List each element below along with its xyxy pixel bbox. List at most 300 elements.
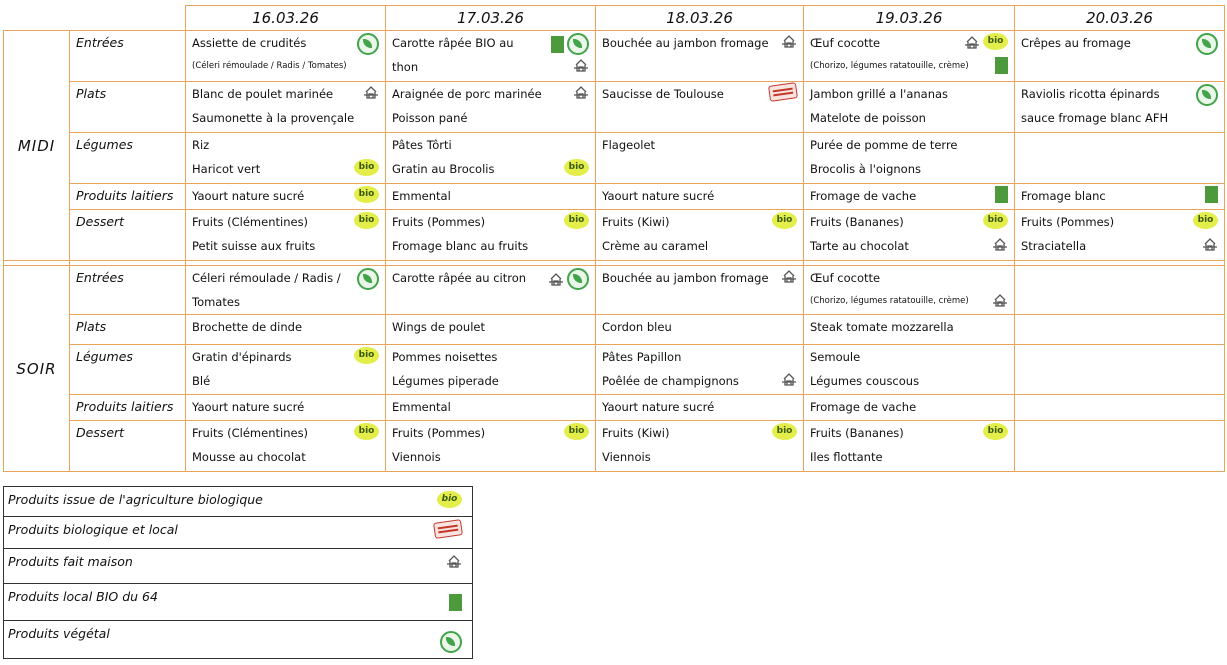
dish-name: Fruits (Clémentines) bbox=[192, 426, 309, 440]
menu-cell bbox=[804, 184, 1015, 210]
menu-cell bbox=[596, 421, 804, 472]
dish-icons bbox=[573, 55, 589, 73]
menu-cell bbox=[596, 395, 804, 421]
menu-cell bbox=[1015, 421, 1225, 472]
vegetal-icon bbox=[357, 268, 379, 290]
menu-cell bbox=[186, 82, 386, 133]
dish-name: Bouchée au jambon fromage bbox=[602, 36, 769, 50]
vegetal-icon bbox=[1196, 84, 1218, 106]
dish-name: Mousse au chocolat bbox=[192, 450, 306, 464]
dish-icons bbox=[781, 31, 797, 49]
menu-cell bbox=[386, 345, 596, 395]
dish-item bbox=[392, 210, 589, 234]
dish-item bbox=[602, 421, 797, 445]
dish-item bbox=[192, 157, 379, 181]
dish-icons bbox=[1193, 210, 1218, 229]
dish-icons bbox=[354, 345, 379, 364]
dish-name: sauce fromage blanc AFH bbox=[1021, 111, 1169, 125]
dish-name: Saumonette à la provençale bbox=[192, 111, 355, 125]
dish-name: Brocolis à l'oignons bbox=[810, 162, 921, 176]
dish-item bbox=[192, 421, 379, 445]
menu-row bbox=[4, 421, 1225, 472]
bio-icon: bio bbox=[772, 212, 797, 229]
dish-name: Jambon grillé a l'ananas bbox=[810, 87, 949, 101]
dish-name: Haricot vert bbox=[192, 162, 261, 176]
dish-item bbox=[1021, 106, 1218, 130]
menu-cell bbox=[386, 133, 596, 184]
dish-icons bbox=[363, 82, 379, 100]
dish-item bbox=[392, 234, 589, 258]
bio-icon: bio bbox=[564, 423, 589, 440]
dish-item bbox=[810, 421, 1008, 445]
dish-name: Poêlée de champignons bbox=[602, 374, 739, 388]
dish-item bbox=[810, 345, 1008, 369]
meal-label: SOIR bbox=[4, 266, 70, 472]
dish-name: Wings de poulet bbox=[392, 320, 485, 334]
menu-cell bbox=[596, 31, 804, 82]
dish-name: Crème au caramel bbox=[602, 239, 709, 253]
dish-name: Saucisse de Toulouse bbox=[602, 87, 724, 101]
bio-icon: bio bbox=[983, 33, 1008, 50]
dish-name: Araignée de porc marinée bbox=[392, 87, 542, 101]
category-label: Entrées bbox=[70, 31, 186, 82]
dish-item bbox=[810, 234, 1008, 258]
dish-name: Pâtes Tôrti bbox=[392, 138, 452, 152]
bio-icon: bio bbox=[983, 423, 1008, 440]
legend-icon-wrap bbox=[440, 621, 468, 653]
menu-cell bbox=[386, 266, 596, 315]
dish-name: Œuf cocotte bbox=[810, 36, 881, 50]
dish-icons bbox=[564, 157, 589, 176]
dish-item bbox=[392, 421, 589, 445]
dish-item bbox=[810, 82, 1008, 106]
dish-item bbox=[602, 31, 797, 55]
dish-name: Semoule bbox=[810, 350, 861, 364]
dish-icons bbox=[995, 184, 1008, 203]
dish-name: Œuf cocotte bbox=[810, 271, 881, 285]
menu-cell bbox=[186, 345, 386, 395]
dish-item bbox=[192, 290, 379, 314]
dish-name: Petit suisse aux fruits bbox=[192, 239, 316, 253]
menu-cell bbox=[186, 421, 386, 472]
dish-item bbox=[392, 55, 589, 79]
dish-name: Bouchée au jambon fromage bbox=[602, 271, 769, 285]
menu-cell bbox=[596, 315, 804, 345]
dish-item bbox=[392, 157, 589, 181]
menu-cell bbox=[804, 210, 1015, 261]
dish-name: Céleri rémoulade / Radis / bbox=[192, 271, 341, 285]
menu-cell bbox=[804, 266, 1015, 315]
dish-name: Fruits (Pommes) bbox=[392, 426, 486, 440]
day-header: 18.03.26 bbox=[596, 6, 804, 31]
dish-name: Riz bbox=[192, 138, 210, 152]
menu-cell bbox=[186, 395, 386, 421]
vegetal-icon bbox=[1196, 33, 1218, 55]
dish-item bbox=[192, 106, 379, 130]
category-label: Dessert bbox=[70, 421, 186, 472]
dish-name: Iles flottante bbox=[810, 450, 883, 464]
dish-icons bbox=[354, 421, 379, 440]
dish-item bbox=[392, 133, 589, 157]
menu-cell bbox=[1015, 31, 1225, 82]
bio-local-stamp-icon bbox=[768, 82, 798, 102]
dish-icons bbox=[781, 266, 797, 284]
bio-local-stamp-icon bbox=[433, 519, 463, 539]
bio-icon: bio bbox=[983, 212, 1008, 229]
dish-icons bbox=[357, 31, 379, 55]
dish-name: Crêpes au fromage bbox=[1021, 36, 1131, 50]
dish-name: Yaourt nature sucré bbox=[602, 189, 715, 203]
dish-icons bbox=[1202, 234, 1218, 252]
menu-cell bbox=[804, 82, 1015, 133]
dish-name: Tomates bbox=[192, 295, 240, 309]
category-label: Plats bbox=[70, 82, 186, 133]
dish-item bbox=[1021, 184, 1218, 208]
dish-item bbox=[602, 369, 797, 393]
dish-name: Matelote de poisson bbox=[810, 111, 926, 125]
dish-item bbox=[392, 345, 589, 369]
dish-item bbox=[192, 133, 379, 157]
bio-icon: bio bbox=[772, 423, 797, 440]
bio-icon: bio bbox=[437, 491, 462, 508]
vegetal-icon bbox=[567, 33, 589, 55]
menu-cell bbox=[386, 210, 596, 261]
dish-name: Yaourt nature sucré bbox=[192, 400, 305, 414]
dish-name: Viennois bbox=[602, 450, 651, 464]
day-header-row bbox=[4, 6, 1225, 31]
dish-name: Gratin au Brocolis bbox=[392, 162, 495, 176]
menu-cell bbox=[386, 315, 596, 345]
homemade-icon bbox=[781, 33, 797, 49]
dish-item bbox=[392, 445, 589, 469]
dish-name: Pommes noisettes bbox=[392, 350, 498, 364]
legend-icon-wrap bbox=[437, 487, 468, 508]
homemade-icon bbox=[573, 84, 589, 100]
day-header: 16.03.26 bbox=[186, 6, 386, 31]
dish-icons bbox=[995, 55, 1008, 74]
dish-name: Fruits (Bananes) bbox=[810, 215, 904, 229]
menu-cell bbox=[596, 210, 804, 261]
dish-name: Poisson pané bbox=[392, 111, 468, 125]
bio-icon: bio bbox=[564, 212, 589, 229]
dish-item bbox=[602, 133, 797, 157]
dish-icons bbox=[983, 210, 1008, 229]
dish-icons bbox=[1196, 31, 1218, 55]
dish-item bbox=[1021, 31, 1218, 55]
dish-icons bbox=[564, 421, 589, 440]
dish-item bbox=[192, 184, 379, 208]
header-spacer bbox=[4, 6, 70, 31]
dish-name: Fruits (Clémentines) bbox=[192, 215, 309, 229]
menu-cell bbox=[804, 31, 1015, 82]
dish-item bbox=[810, 31, 1008, 55]
dish-icons bbox=[551, 31, 589, 55]
legend-row bbox=[4, 621, 473, 659]
dish-item bbox=[392, 184, 589, 208]
dish-name: Cordon bleu bbox=[602, 320, 672, 334]
dish-item bbox=[810, 210, 1008, 234]
dish-item bbox=[602, 266, 797, 290]
dish-icons bbox=[548, 266, 589, 290]
local-bio-icon bbox=[449, 594, 462, 611]
menu-cell bbox=[1015, 210, 1225, 261]
dish-name: Straciatella bbox=[1021, 239, 1087, 253]
menu-cell bbox=[596, 266, 804, 315]
dish-name: Fromage blanc bbox=[1021, 189, 1106, 203]
category-label: Entrées bbox=[70, 266, 186, 315]
dish-item bbox=[192, 234, 379, 258]
legend-icon-wrap bbox=[449, 584, 468, 611]
homemade-icon bbox=[964, 34, 980, 50]
dish-name: Yaourt nature sucré bbox=[192, 189, 305, 203]
menu-cell bbox=[1015, 133, 1225, 184]
dish-icons bbox=[1196, 82, 1218, 106]
dish-icons bbox=[354, 184, 379, 203]
dish-name: Fruits (Pommes) bbox=[392, 215, 486, 229]
legend-label: Produits issue de l'agriculture biologique bbox=[8, 492, 263, 507]
dish-item bbox=[602, 445, 797, 469]
dish-name: Tarte au chocolat bbox=[810, 239, 909, 253]
dish-item bbox=[602, 345, 797, 369]
menu-cell bbox=[1015, 395, 1225, 421]
dish-item bbox=[392, 82, 589, 106]
dish-icons bbox=[992, 234, 1008, 252]
menu-cell bbox=[804, 345, 1015, 395]
dish-item bbox=[392, 31, 589, 55]
dish-name: Emmental bbox=[392, 400, 451, 414]
dish-item bbox=[1021, 210, 1218, 234]
dish-name: Fromage de vache bbox=[810, 189, 917, 203]
dish-item bbox=[192, 315, 379, 339]
dish-icons bbox=[772, 421, 797, 440]
menu-cell bbox=[186, 315, 386, 345]
menu-row bbox=[4, 345, 1225, 395]
dish-name: Blanc de poulet marinée bbox=[192, 87, 334, 101]
day-header: 20.03.26 bbox=[1015, 6, 1225, 31]
menu-cell bbox=[804, 315, 1015, 345]
bio-icon: bio bbox=[354, 423, 379, 440]
menu-cell bbox=[1015, 184, 1225, 210]
menu-cell bbox=[386, 421, 596, 472]
dish-item bbox=[192, 82, 379, 106]
menu-cell bbox=[1015, 82, 1225, 133]
legend-row bbox=[4, 549, 473, 584]
menu-cell bbox=[186, 184, 386, 210]
bio-icon: bio bbox=[354, 212, 379, 229]
dish-item bbox=[810, 157, 1008, 181]
menu-row bbox=[4, 315, 1225, 345]
menu-row bbox=[4, 184, 1225, 210]
legend-label: Produits végétal bbox=[8, 626, 110, 641]
category-label: Légumes bbox=[70, 133, 186, 184]
menu-cell bbox=[386, 31, 596, 82]
menu-row bbox=[4, 266, 1225, 315]
menu-row bbox=[4, 395, 1225, 421]
dish-item bbox=[192, 55, 379, 79]
dish-name: Carotte râpée au citron bbox=[392, 271, 527, 285]
bio-icon: bio bbox=[354, 347, 379, 364]
menu-row bbox=[4, 133, 1225, 184]
dish-icons bbox=[964, 31, 1008, 50]
dish-item bbox=[192, 395, 379, 419]
menu-cell bbox=[186, 210, 386, 261]
menu-cell bbox=[186, 266, 386, 315]
menu-cell bbox=[596, 184, 804, 210]
category-label: Plats bbox=[70, 315, 186, 345]
dish-item bbox=[602, 82, 797, 106]
dish-icons bbox=[573, 82, 589, 100]
dish-name: Fruits (Bananes) bbox=[810, 426, 904, 440]
menu-cell bbox=[186, 31, 386, 82]
bio-icon: bio bbox=[354, 186, 379, 203]
legend-icon-wrap bbox=[434, 517, 468, 537]
dish-item bbox=[810, 184, 1008, 208]
menu-cell bbox=[804, 395, 1015, 421]
dish-icons bbox=[983, 421, 1008, 440]
dish-item bbox=[810, 315, 1008, 339]
dish-name: Flageolet bbox=[602, 138, 656, 152]
dish-name: Pâtes Papillon bbox=[602, 350, 682, 364]
category-label: Dessert bbox=[70, 210, 186, 261]
dish-item bbox=[810, 266, 1008, 290]
legend-row bbox=[4, 584, 473, 621]
dish-name: Fruits (Pommes) bbox=[1021, 215, 1115, 229]
dish-item bbox=[810, 395, 1008, 419]
legend-table bbox=[3, 486, 473, 659]
menu-cell bbox=[386, 395, 596, 421]
menu-cell bbox=[186, 133, 386, 184]
dish-item bbox=[192, 369, 379, 393]
vegetal-icon bbox=[567, 268, 589, 290]
dish-name: Fruits (Kiwi) bbox=[602, 426, 670, 440]
dish-name: (Chorizo, légumes ratatouille, crème) bbox=[810, 296, 969, 306]
menu-cell bbox=[386, 184, 596, 210]
dish-item bbox=[810, 290, 1008, 314]
dish-name: Assiette de crudités bbox=[192, 36, 307, 50]
menu-row bbox=[4, 31, 1225, 82]
dish-icons bbox=[1205, 184, 1218, 203]
dish-item bbox=[602, 315, 797, 339]
dish-name: Steak tomate mozzarella bbox=[810, 320, 954, 334]
dish-name: Légumes couscous bbox=[810, 374, 920, 388]
menu-cell bbox=[596, 345, 804, 395]
legend-label: Produits biologique et local bbox=[8, 522, 178, 537]
legend-icon-wrap bbox=[446, 549, 468, 569]
dish-name: Carotte râpée BIO au bbox=[392, 36, 514, 50]
homemade-icon bbox=[548, 271, 564, 287]
menu-row bbox=[4, 210, 1225, 261]
category-label: Produits laitiers bbox=[70, 395, 186, 421]
menu-cell bbox=[1015, 345, 1225, 395]
dish-name: Légumes piperade bbox=[392, 374, 499, 388]
dish-icons bbox=[564, 210, 589, 229]
dish-item bbox=[392, 315, 589, 339]
menu-cell bbox=[596, 82, 804, 133]
legend-label: Produits local BIO du 64 bbox=[8, 589, 158, 604]
menu-cell bbox=[386, 82, 596, 133]
bio-icon: bio bbox=[354, 159, 379, 176]
homemade-icon bbox=[992, 236, 1008, 252]
dish-name: Gratin d'épinards bbox=[192, 350, 292, 364]
dish-icons bbox=[357, 266, 379, 290]
legend-row bbox=[4, 517, 473, 549]
menu-cell bbox=[804, 133, 1015, 184]
dish-item bbox=[392, 369, 589, 393]
dish-item bbox=[392, 106, 589, 130]
dish-name: Viennois bbox=[392, 450, 441, 464]
dish-name: Fruits (Kiwi) bbox=[602, 215, 670, 229]
meal-label: MIDI bbox=[4, 31, 70, 261]
vegetal-icon bbox=[440, 631, 462, 653]
dish-item bbox=[1021, 82, 1218, 106]
dish-item bbox=[192, 266, 379, 290]
homemade-icon bbox=[446, 553, 462, 569]
legend-label: Produits fait maison bbox=[8, 554, 133, 569]
dish-item bbox=[192, 210, 379, 234]
day-header: 19.03.26 bbox=[804, 6, 1015, 31]
dish-item bbox=[192, 345, 379, 369]
dish-icons bbox=[781, 369, 797, 387]
dish-item bbox=[810, 369, 1008, 393]
dish-name: Purée de pomme de terre bbox=[810, 138, 958, 152]
homemade-icon bbox=[1202, 236, 1218, 252]
vegetal-icon bbox=[357, 33, 379, 55]
dish-name: Fromage blanc au fruits bbox=[392, 239, 529, 253]
dish-item bbox=[192, 31, 379, 55]
category-label: Légumes bbox=[70, 345, 186, 395]
menu-cell bbox=[596, 133, 804, 184]
local-bio-icon bbox=[1205, 186, 1218, 203]
dish-item bbox=[602, 234, 797, 258]
local-bio-icon bbox=[995, 186, 1008, 203]
dish-name: (Céleri rémoulade / Radis / Tomates) bbox=[192, 61, 347, 71]
dish-item bbox=[392, 395, 589, 419]
legend-row bbox=[4, 487, 473, 517]
day-header: 17.03.26 bbox=[386, 6, 596, 31]
dish-name: Blé bbox=[192, 374, 211, 388]
menu-cell bbox=[804, 421, 1015, 472]
bio-icon: bio bbox=[564, 159, 589, 176]
dish-name: Fromage de vache bbox=[810, 400, 917, 414]
dish-item bbox=[810, 106, 1008, 130]
menu-table bbox=[3, 5, 1225, 472]
dish-name: thon bbox=[392, 60, 419, 74]
dish-name: Yaourt nature sucré bbox=[602, 400, 715, 414]
local-bio-icon bbox=[995, 57, 1008, 74]
dish-item bbox=[810, 133, 1008, 157]
dish-name: Emmental bbox=[392, 189, 451, 203]
homemade-icon bbox=[363, 84, 379, 100]
dish-item bbox=[1021, 234, 1218, 258]
menu-cell bbox=[1015, 315, 1225, 345]
dish-name: Brochette de dinde bbox=[192, 320, 303, 334]
dish-item bbox=[810, 445, 1008, 469]
dish-icons bbox=[772, 210, 797, 229]
dish-item bbox=[192, 445, 379, 469]
dish-icons bbox=[354, 157, 379, 176]
dish-item bbox=[602, 184, 797, 208]
dish-icons bbox=[769, 82, 797, 100]
dish-icons bbox=[354, 210, 379, 229]
dish-icons bbox=[992, 290, 1008, 308]
menu-row bbox=[4, 82, 1225, 133]
homemade-icon bbox=[992, 292, 1008, 308]
category-label: Produits laitiers bbox=[70, 184, 186, 210]
header-spacer bbox=[70, 6, 186, 31]
dish-item bbox=[392, 266, 589, 290]
homemade-icon bbox=[781, 268, 797, 284]
dish-item bbox=[602, 395, 797, 419]
